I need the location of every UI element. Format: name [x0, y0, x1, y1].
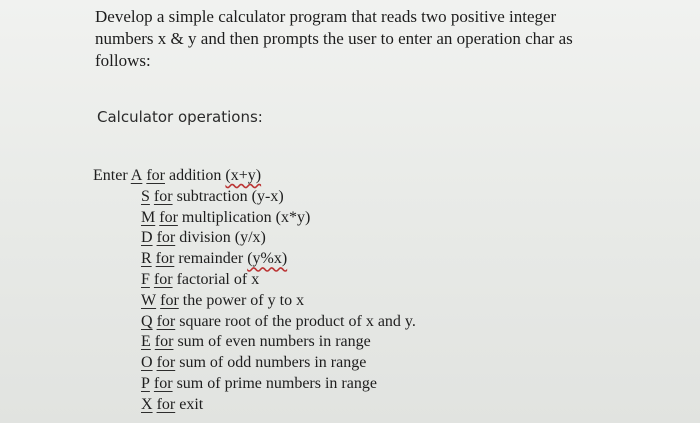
operation-for: for — [156, 229, 176, 247]
operation-for: for — [153, 270, 173, 288]
operation-row — [93, 187, 416, 208]
operation-key: Q — [141, 312, 153, 330]
operation-description: remainder — [174, 250, 248, 268]
operation-for: for — [146, 167, 165, 184]
operation-key: W — [141, 291, 157, 309]
task-description — [95, 6, 655, 72]
operation-description: the power of y to x — [178, 291, 305, 309]
operation-description: factorial of x — [172, 270, 260, 288]
operation-for: for — [153, 187, 173, 205]
section-label: Calculator operations: — [97, 108, 263, 126]
operation-row — [93, 291, 416, 312]
operation-for: for — [156, 312, 176, 330]
operation-expression: (y%x) — [247, 250, 288, 268]
operation-row — [93, 208, 416, 229]
operation-row — [93, 395, 416, 416]
operation-for: for — [156, 395, 176, 413]
operation-key: O — [141, 354, 153, 372]
operation-description: multiplication (x*y) — [177, 208, 311, 226]
operation-key: E — [141, 333, 151, 351]
operation-for: for — [154, 333, 174, 351]
operation-key: M — [141, 208, 156, 226]
operation-key: R — [141, 250, 152, 268]
operation-row — [93, 312, 416, 333]
operation-key: P — [141, 374, 150, 392]
operation-description: square root of the product of x and y. — [175, 312, 416, 330]
operation-key: X — [141, 395, 153, 413]
operation-for: for — [156, 354, 176, 372]
operation-row — [93, 374, 416, 395]
operation-for: for — [159, 208, 178, 226]
task-description-line-2: numbers x & y and then prompts the user to enter an operation char as — [95, 29, 573, 48]
operation-description: division (y/x) — [175, 229, 266, 247]
operation-row — [93, 228, 416, 249]
task-description-line-3: follows: — [95, 51, 151, 70]
operation-key: A — [130, 167, 143, 184]
operation-key: D — [141, 229, 153, 247]
task-description-line-1: Develop a simple calculator program that reads two positive integer — [95, 7, 557, 26]
operation-for: for — [153, 374, 173, 392]
operation-row — [93, 166, 416, 187]
operation-expression: (x+y) — [225, 167, 262, 184]
operation-row — [93, 270, 416, 291]
operation-description: sum of prime numbers in range — [172, 374, 377, 392]
operation-description: exit — [175, 395, 204, 413]
operation-row — [93, 353, 416, 374]
operation-row — [93, 332, 416, 353]
operation-for: for — [155, 250, 175, 268]
operation-description: subtraction (y-x) — [172, 187, 284, 205]
operation-description: sum of even numbers in range — [173, 333, 371, 351]
operation-row — [93, 249, 416, 270]
operation-key: F — [141, 270, 150, 288]
operation-description: addition — [164, 167, 226, 184]
operations-list — [93, 166, 416, 416]
enter-prefix: Enter — [93, 167, 131, 184]
operation-description: sum of odd numbers in range — [175, 354, 367, 372]
operation-key: S — [141, 187, 150, 205]
operation-for: for — [160, 291, 179, 309]
